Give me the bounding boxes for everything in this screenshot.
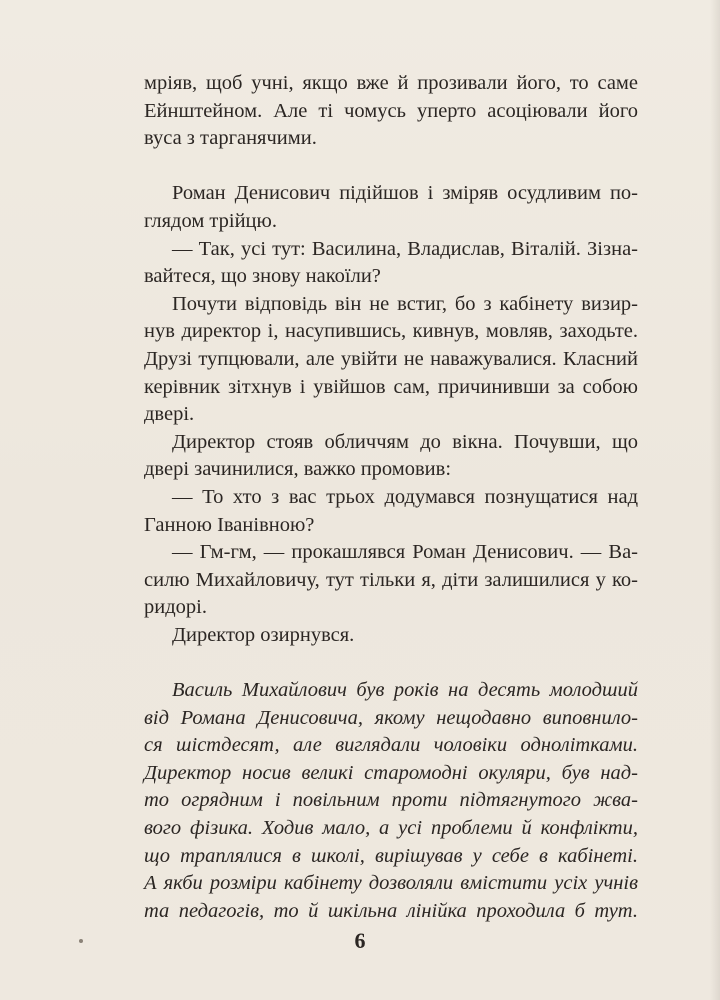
paragraph bbox=[144, 70, 638, 153]
text-line: Директор носив великі старомодні окуляри, був над- bbox=[144, 761, 638, 784]
text-line: ридорі. bbox=[144, 596, 207, 619]
paragraph bbox=[144, 236, 638, 291]
text-line: Директор озирнувся. bbox=[172, 623, 355, 646]
text-line: Ейнштейном. Але ті чомусь уперто асоціювали його bbox=[144, 99, 638, 122]
text-line: вого фізика. Ходив мало, а усі проблеми й конфлікти, bbox=[144, 817, 638, 840]
text-line: Василь Михайлович був років на десять молодший bbox=[172, 679, 638, 702]
text-line: від Романа Денисовича, якому нещодавно виповнило- bbox=[144, 706, 638, 729]
text-line: двері. bbox=[144, 403, 195, 426]
text-line: вуса з тарганячими. bbox=[144, 127, 317, 150]
text-line: А якби розміри кабінету дозволяли вмістити усіх учнів bbox=[144, 872, 638, 895]
text-line: ся шістдесят, але виглядали чоловіки однолітками. bbox=[144, 734, 638, 757]
text-line: силю Михайловичу, тут тільки я, діти залишилися у ко- bbox=[144, 568, 638, 591]
text-line: нув директор і, насупившись, кивнув, мовляв, заходьте. bbox=[144, 320, 638, 343]
text-line: та педагогів, то й шкільна лінійка проходила б тут. bbox=[144, 899, 638, 922]
text-line: двері зачинилися, важко промовив: bbox=[144, 458, 452, 481]
text-line: вайтеся, що знову накоїли? bbox=[144, 265, 381, 288]
page-spine-shadow bbox=[710, 0, 720, 1000]
text-line: то огрядним і повільним проти підтягнутого жва- bbox=[144, 789, 638, 812]
text-line: Друзі тупцювали, але увійти не наважувалися. Класний bbox=[144, 347, 638, 370]
text-line: — То хто з вас трьох додумався познущатися над bbox=[172, 485, 638, 508]
paragraph bbox=[144, 484, 638, 539]
text-line: мріяв, щоб учні, якщо вже й прозивали його, то саме bbox=[144, 72, 638, 94]
paragraph-gap bbox=[144, 649, 638, 677]
paragraph-gap bbox=[144, 153, 638, 181]
body-text bbox=[144, 70, 638, 925]
text-line: — Гм-гм, — прокашлявся Роман Денисович. — Ва- bbox=[172, 541, 638, 564]
text-line: Почути відповідь він не встиг, бо з кабінету визир- bbox=[172, 292, 638, 315]
paragraph bbox=[144, 539, 638, 622]
paragraph bbox=[144, 291, 638, 429]
paragraph bbox=[144, 429, 638, 484]
paragraph bbox=[144, 622, 638, 650]
text-line: Роман Денисович підійшов і зміряв осудливим по- bbox=[172, 182, 638, 205]
page-number: 6 bbox=[354, 928, 366, 953]
text-line: керівник зітхнув і увійшов сам, причинивши за собою bbox=[144, 375, 638, 398]
paragraph bbox=[144, 180, 638, 235]
italic-paragraph bbox=[144, 677, 638, 925]
text-line: Директор стояв обличчям до вікна. Почувши, що bbox=[172, 430, 638, 453]
text-line: — Так, усі тут: Василина, Владислав, Віталій. Зізна- bbox=[172, 237, 638, 260]
text-line: Ганною Іванівною? bbox=[144, 513, 315, 536]
text-line: глядом трійцю. bbox=[144, 209, 277, 232]
text-line: що траплялися в школі, вирішував у себе в кабінеті. bbox=[144, 844, 638, 867]
